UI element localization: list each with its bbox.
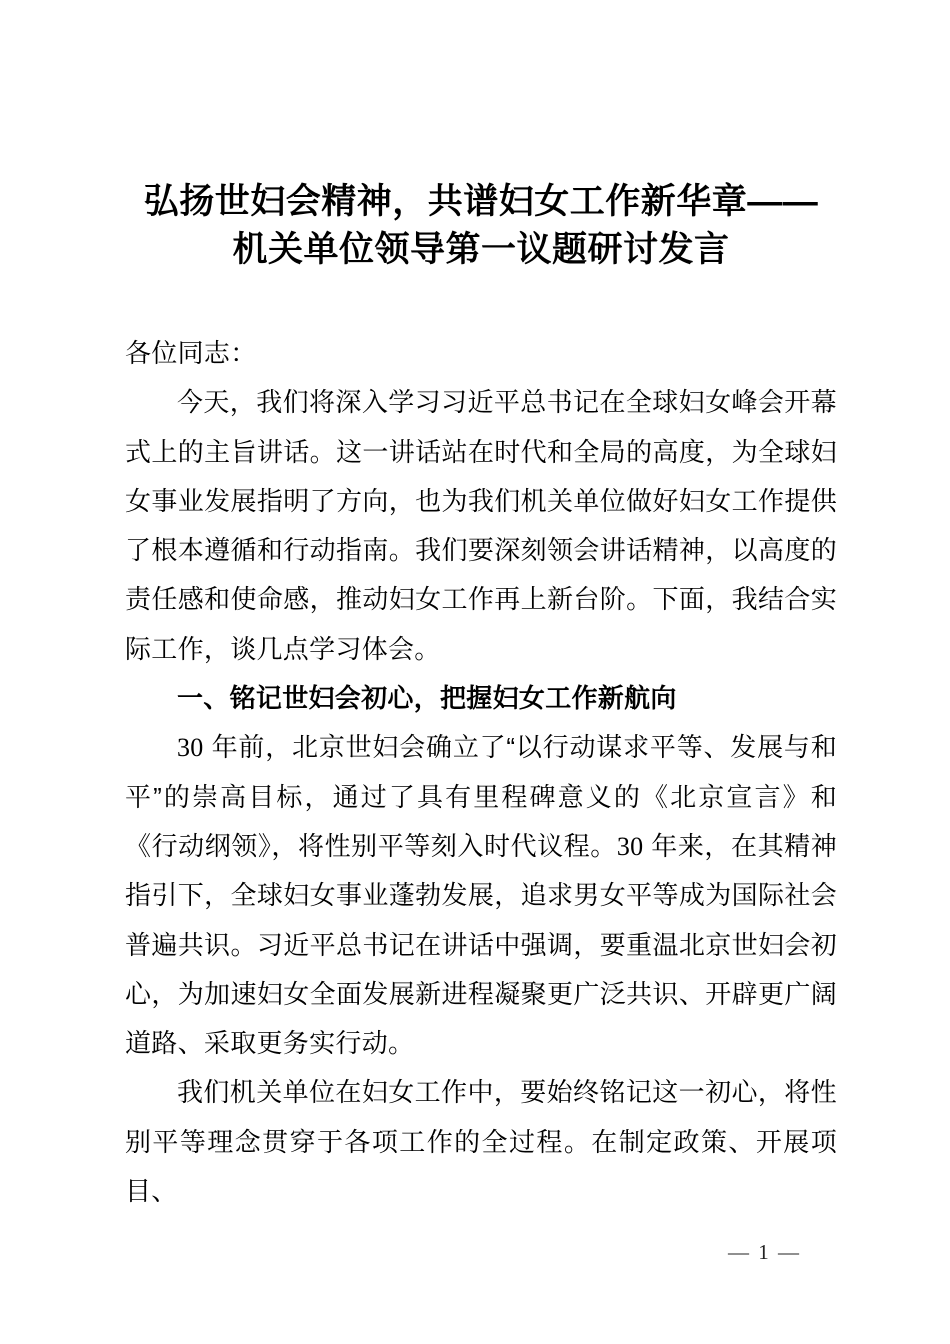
page-footer [125,1238,837,1266]
document-title [125,178,837,274]
paragraph-section1-a: 30 年前，北京世妇会确立了“以行动谋求平等、发展与和平”的崇高目标，通过了具有里程碑意义的《北京宣言》和《行动纲领》，将性别平等刻入时代议程。30 年来，在其精神指引下，全球妇女事业蓬勃发展，追求男女平等成为国际社会普遍共识。习近平总书记在讲话中强调，要重温北京世妇会初心，为加速妇女全面发展新进程凝聚更广泛共识、开辟更广阔道路、采取更务实行动。 [125,732,838,1059]
page-number: — 1 — [728,1240,801,1264]
title-line-2: 机关单位领导第一议题研讨发言 [232,230,730,269]
title-line-1: 弘扬世妇会精神，共谱妇女工作新华章—— [143,182,819,221]
salutation: 各位同志： [125,338,257,368]
paragraph-section1-b: 我们机关单位在妇女工作中，要始终铭记这一初心，将性别平等理念贯穿于各项工作的全过程。在制定政策、开展项目、 [125,1077,837,1207]
document-body [125,329,837,1216]
paragraph-intro: 今天，我们将深入学习习近平总书记在全球妇女峰会开幕式上的主旨讲话。这一讲话站在时代和全局的高度，为全球妇女事业发展指明了方向，也为我们机关单位做好妇女工作提供了根本遵循和行动指南。我们要深刻领会讲话精神，以高度的责任感和使命感，推动妇女工作再上新台阶。下面，我结合实际工作，谈几点学习体会。 [125,387,837,664]
section-heading-1: 一、铭记世妇会初心，把握妇女工作新航向 [177,683,677,714]
